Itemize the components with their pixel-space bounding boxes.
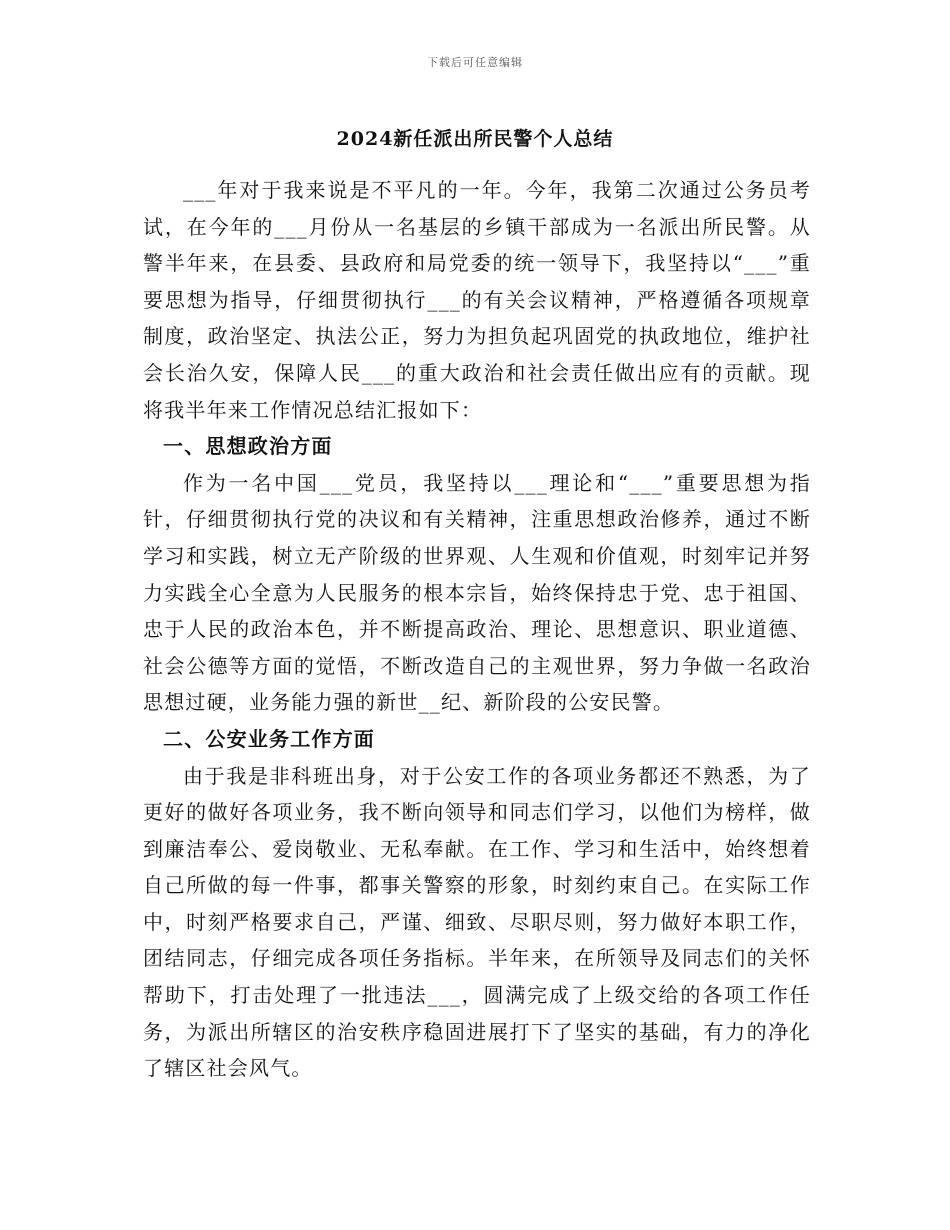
section-heading-police-work: 二、公安业务工作方面 (163, 726, 375, 751)
header-note: 下载后可任意编辑 (427, 56, 523, 69)
section-paragraph-ideology: 作为一名中国___党员，我坚持以___理论和“___”重要思想为指针，仔细贯彻执行党的决议和有关精神，注重思想政治修养，通过不断学习和实践，树立无产阶级的世界观、人生观和价值观，时刻牢记并努力实践全心全意为人民服务的根本宗旨，始终保持忠于党、忠于祖国、忠于人民的政治本色，并不断提高政治、理论、思想意识、职业道德、社会公德等方面的觉悟，不断改造自己的主观世界，努力争做一名政治思想过硬，业务能力强的新世__纪、新阶段的公安民警。 (143, 470, 811, 715)
intro-paragraph: ___年对于我来说是不平凡的一年。今年，我第二次通过公务员考试，在今年的___月份从一名基层的乡镇干部成为一名派出所民警。从警半年来，在县委、县政府和局党委的统一领导下，我坚持以“___”重要思想为指导，仔细贯彻执行___的有关会议精神，严格遵循各项规章制度，政治坚定、执法公正，努力为担负起巩固党的执政地位，维护社会长治久安，保障人民___的重大政治和社会责任做出应有的贡献。现将我半年来工作情况总结汇报如下： (143, 178, 811, 422)
section-paragraph-police-work: 由于我是非科班出身，对于公安工作的各项业务都还不熟悉，为了更好的做好各项业务，我不断向领导和同志们学习，以他们为榜样，做到廉洁奉公、爱岗敬业、无私奉献。在工作、学习和生活中，始终想着自己所做的每一件事，都事关警察的形象，时刻约束自己。在实际工作中，时刻严格要求自己，严谨、细致、尽职尽则，努力做好本职工作，团结同志，仔细完成各项任务指标。半年来，在所领导及同志们的关怀帮助下，打击处理了一批违法___，圆满完成了上级交给的各项工作任务，为派出所辖区的治安秩序稳固进展打下了坚实的基础，有力的净化了辖区社会风气。 (143, 763, 811, 1081)
document-title: 2024新任派出所民警个人总结 (336, 128, 614, 150)
section-heading-ideology: 一、思想政治方面 (163, 434, 333, 459)
document-body (143, 172, 811, 1087)
